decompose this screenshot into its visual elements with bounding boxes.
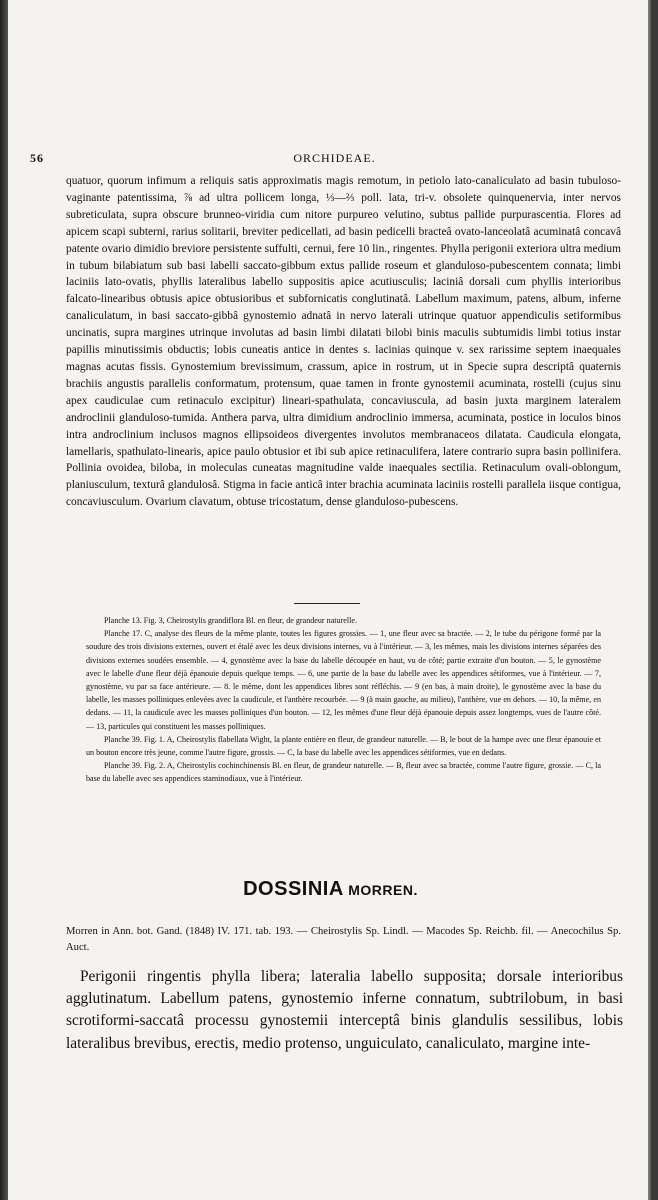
genus-author: MORREN. [348, 882, 418, 898]
plate-note: Planche 13. Fig. 3, Cheirostylis grandiflora Bl. en fleur, de grandeur naturelle. [104, 616, 357, 625]
page-header [30, 151, 639, 169]
genus-diagnosis [66, 966, 623, 1055]
section-divider [294, 603, 360, 604]
description-text [66, 173, 621, 511]
plate-note: Planche 17. C, analyse des fleurs de la même plante, toutes les figures grossies. — 1, une fleur avec sa bractée. — 2, le tube du périgone formé par la soudure des trois divisions externes, ouvert et étalé avec les deux divisions internes, vu à l'intérieur. — 3, les mêmes, mais les divisions internes séparées des divisions externes soudées ensemble. — 4, gynostème avec la base du labelle découpée en haut, vu de côté; partie extraite d'un bouton. — 5, le gynostème avec le labelle d'une fleur déjà épanouie depuis quelque temps. — 6, une partie de la base du labelle avec les appendices sétiformes, vue à l'intérieur. — 7, gynostème, vu par sa face antérieure. — 8. le même, dont les appendices libres sont réfléchis. — 9 (en bas, à main droite), le gynostème avec la base du labelle, les masses polliniques enlevées avec la caudicule, et l'anthère recourbée. — 9 (à main gauche, au milieu), l'anthère, vue en dehors. — 10, la même, en dedans. — 11, la caudicule avec les masses polliniques d'un bouton. — 12, les mêmes d'une fleur déjà épanouie depuis assez longtemps, vues de l'autre côté. — 13, particules qui constituent les masses polliniques. [86, 629, 601, 731]
page-edge-left [0, 0, 8, 1200]
page-edge-right [648, 0, 653, 1200]
plate-note: Planche 39. Fig. 2. A, Cheirostylis cochinchinensis Bl. en fleur, de grandeur naturelle. — B, fleur avec sa bractée, comme l'autre figure, grossie. — C, la base du labelle avec ses appendices staminodiaux, vue à l'intérieur. [86, 761, 601, 784]
book-page [8, 0, 653, 1200]
synonymy: Morren in Ann. bot. Gand. (1848) IV. 171. tab. 193. — Cheirostylis Sp. Lindl. — Macodes Sp. Reichb. fil. — Anecochilus Sp. Auct. [66, 926, 621, 953]
genus-heading [8, 878, 653, 901]
diagnosis-paragraph: Perigonii ringentis phylla libera; lateralia labello supposita; dorsale interioribus agglutinatum. Labellum patens, gynostemio inferne connatum, subtrilobum, in basi scrotiformi-saccatâ processu gynostemii interceptâ binis glandulis sessilibus, lobis lateralibus brevibus, erectis, medio protenso, unguiculato, canaliculato, margine inte- [66, 968, 623, 1052]
genus-name: DOSSINIA [243, 878, 344, 900]
page-number: 56 [30, 151, 44, 165]
running-head: ORCHIDEAE. [293, 151, 376, 165]
plate-notes [86, 614, 601, 786]
plate-note: Planche 39. Fig. 1. A, Cheirostylis flabellata Wight, la plante entière en fleur, de grandeur naturelle. — B, le bout de la hampe avec une fleur épanouie et un bouton encore très jeune, comme l'autre figure, grossis. — C, la base du labelle avec les appendices sétiformes, vue en dedans. [86, 734, 601, 758]
description-paragraph: quatuor, quorum infimum a reliquis satis approximatis magis remotum, in petiolo lato-canaliculato ad basin tubuloso- vaginante patentissima, ⅞ ad ultra pollicem longa, ⅓—⅔ poll. lata, tri-v. obsolete quinquenervia, inter nervos subreticulata, supra obscure brunneo-viridia cum nitore purpureo velutino, subtus pallide purpurascentia. Flores ad apicem scapi subterni, rarius solitarii, breviter pedicellati, ad basin pedicelli bracteâ ovato-lanceolatâ acuminatâ concavâ patente ovario dimidio breviore persistente suffulti, cernui, fere 10 lin., ringentes. Phylla perigonii exteriora ultra medium in tubum bilabiatum sub basi labelli saccato-gibbum extus pallide roseum et glanduloso-pubescentem connata; limbi laciniis lato-ovatis, phyllis lateralibus labello suppositis apice acutiusculis; laciniâ dorsali cum phyllis interioribus falcato-linearibus obtusis apice obtusioribus et subfornicatis conglutinatâ. Labellum maximum, patens, album, inferne canaliculatum, in basi saccato-gibbâ gynostemio adnatâ in nervo laterali utrinque quatuor appendiculis setiformibus uncinatis, supra margines utrinque involutas ad basin limbi dilatati bilobi binis maculis subtumidis limbi totius instar papillis minutissimis obductis; lobis cuneatis antice in dentes s. lacinias quinque v. sex rarissime septem inaequales magnas acutas fissis. Gynostemium brevissimum, crassum, apice in rostrum, ut in Specie supra descriptâ quaternis brachiis angustis parallelis conformatum, protensum, quae tamen in fronte gynostemii acuminata, rostelli (cujus sinu apex caudiculae cum retinaculo excipitur) lineari-spathulata, concaviuscula, ad basin juxta marginem lateralem androclinii glanduloso-tumida. Anthera parva, ultra dimidium androclinio immersa, acuminata, postice in loculos binos intra androclinium inclusos magnos ellipsoideos divergentes involutos membranaceos dilatata. Caudicula elongata, lamellaris, spathulato-linearis, apice paulo obtusior et ibi sub apice retinaculifera, latere contrario supra basin pollinifera. Pollinia ovoidea, biloba, in moleculas cuneatas magnitudine valde inaequales sectilia. Retinaculum ovali-oblongum, planiusculum, texturâ glandulosâ. Stigma in facie anticâ inter brachia acuminata laciniis rostelli parallela iisque contigua, concaviusculum. Ovarium clavatum, obtuse tricostatum, dense glanduloso-pubescens. [66, 175, 621, 509]
